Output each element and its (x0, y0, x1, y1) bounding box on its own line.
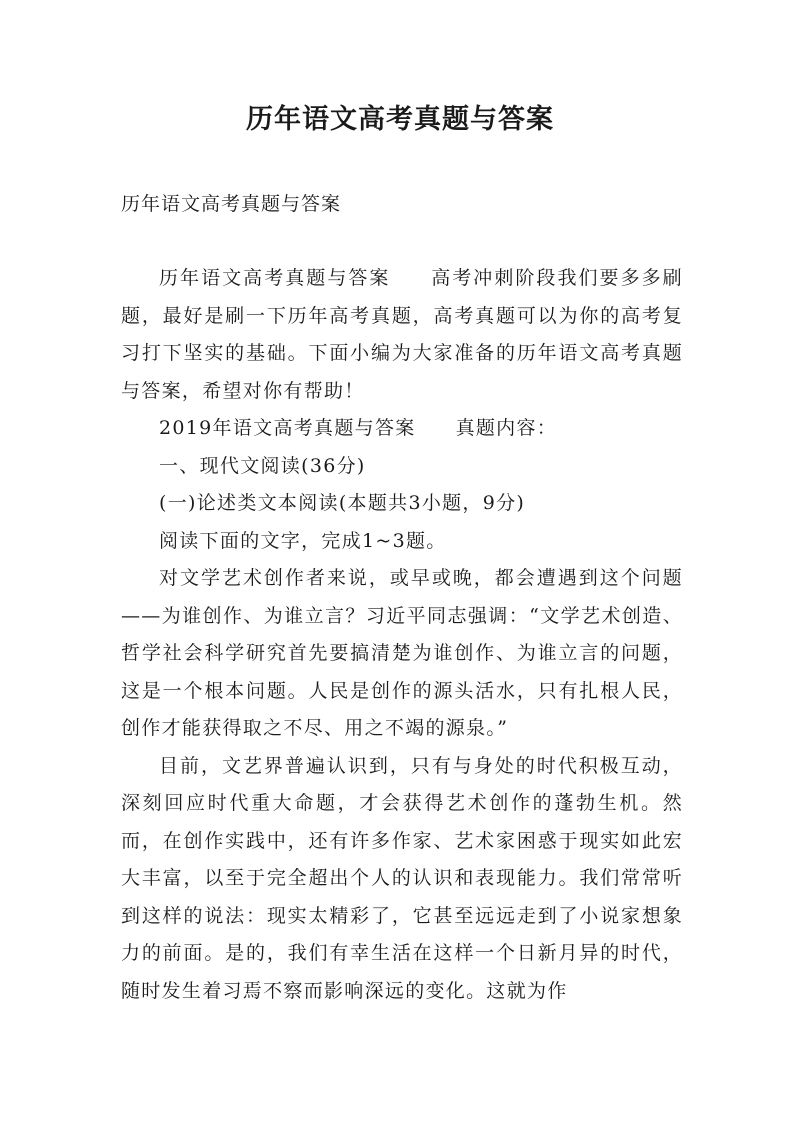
subsection-heading: (一)论述类文本阅读(本题共3小题，9分) (159, 492, 526, 514)
document-body (121, 260, 683, 1010)
document-title: 历年语文高考真题与答案 (246, 104, 554, 135)
section-heading: 一、现代文阅读(36分) (159, 454, 366, 477)
body-paragraph: 对文学艺术创作者来说，或早或晚，都会遭遇到这个问题——为谁创作、为谁立言？习近平同志强调：“文学艺术创造、哲学社会科学研究首先要搞清楚为谁创作、为谁立言的问题，这是一个根本问题。人民是创作的源头活水，只有扎根人民，创作才能获得取之不尽、用之不竭的源泉。” (121, 567, 683, 739)
body-paragraph: 目前，文艺界普遍认识到，只有与身处的时代积极互动，深刻回应时代重大命题，才会获得艺术创作的蓬勃生机。然而，在创作实践中，还有许多作家、艺术家困惑于现实如此宏大丰富，以至于完全超出个人的认识和表现能力。我们常常听到这样的说法：现实太精彩了，它甚至远远走到了小说家想象力的前面。是的，我们有幸生活在这样一个日新月异的时代，随时发生着习焉不察而影响深远的变化。这就为作 (121, 754, 683, 1002)
intro-title: 历年语文高考真题与答案 (159, 267, 391, 289)
intro-text: 高考冲刺阶段我们要多多刷题，最好是刷一下历年高考真题，高考真题可以为你的高考复习打下坚实的基础。下面小编为大家准备的历年语文高考真题与答案，希望对你有帮助！ (121, 267, 683, 402)
year-line (121, 410, 683, 448)
content-label: 真题内容： (455, 417, 558, 439)
instruction-line: 阅读下面的文字，完成1~3题。 (159, 529, 447, 552)
document-subtitle: 历年语文高考真题与答案 (121, 193, 342, 215)
year-heading: 2019年语文高考真题与答案 (159, 417, 416, 439)
intro-paragraph (121, 260, 683, 410)
